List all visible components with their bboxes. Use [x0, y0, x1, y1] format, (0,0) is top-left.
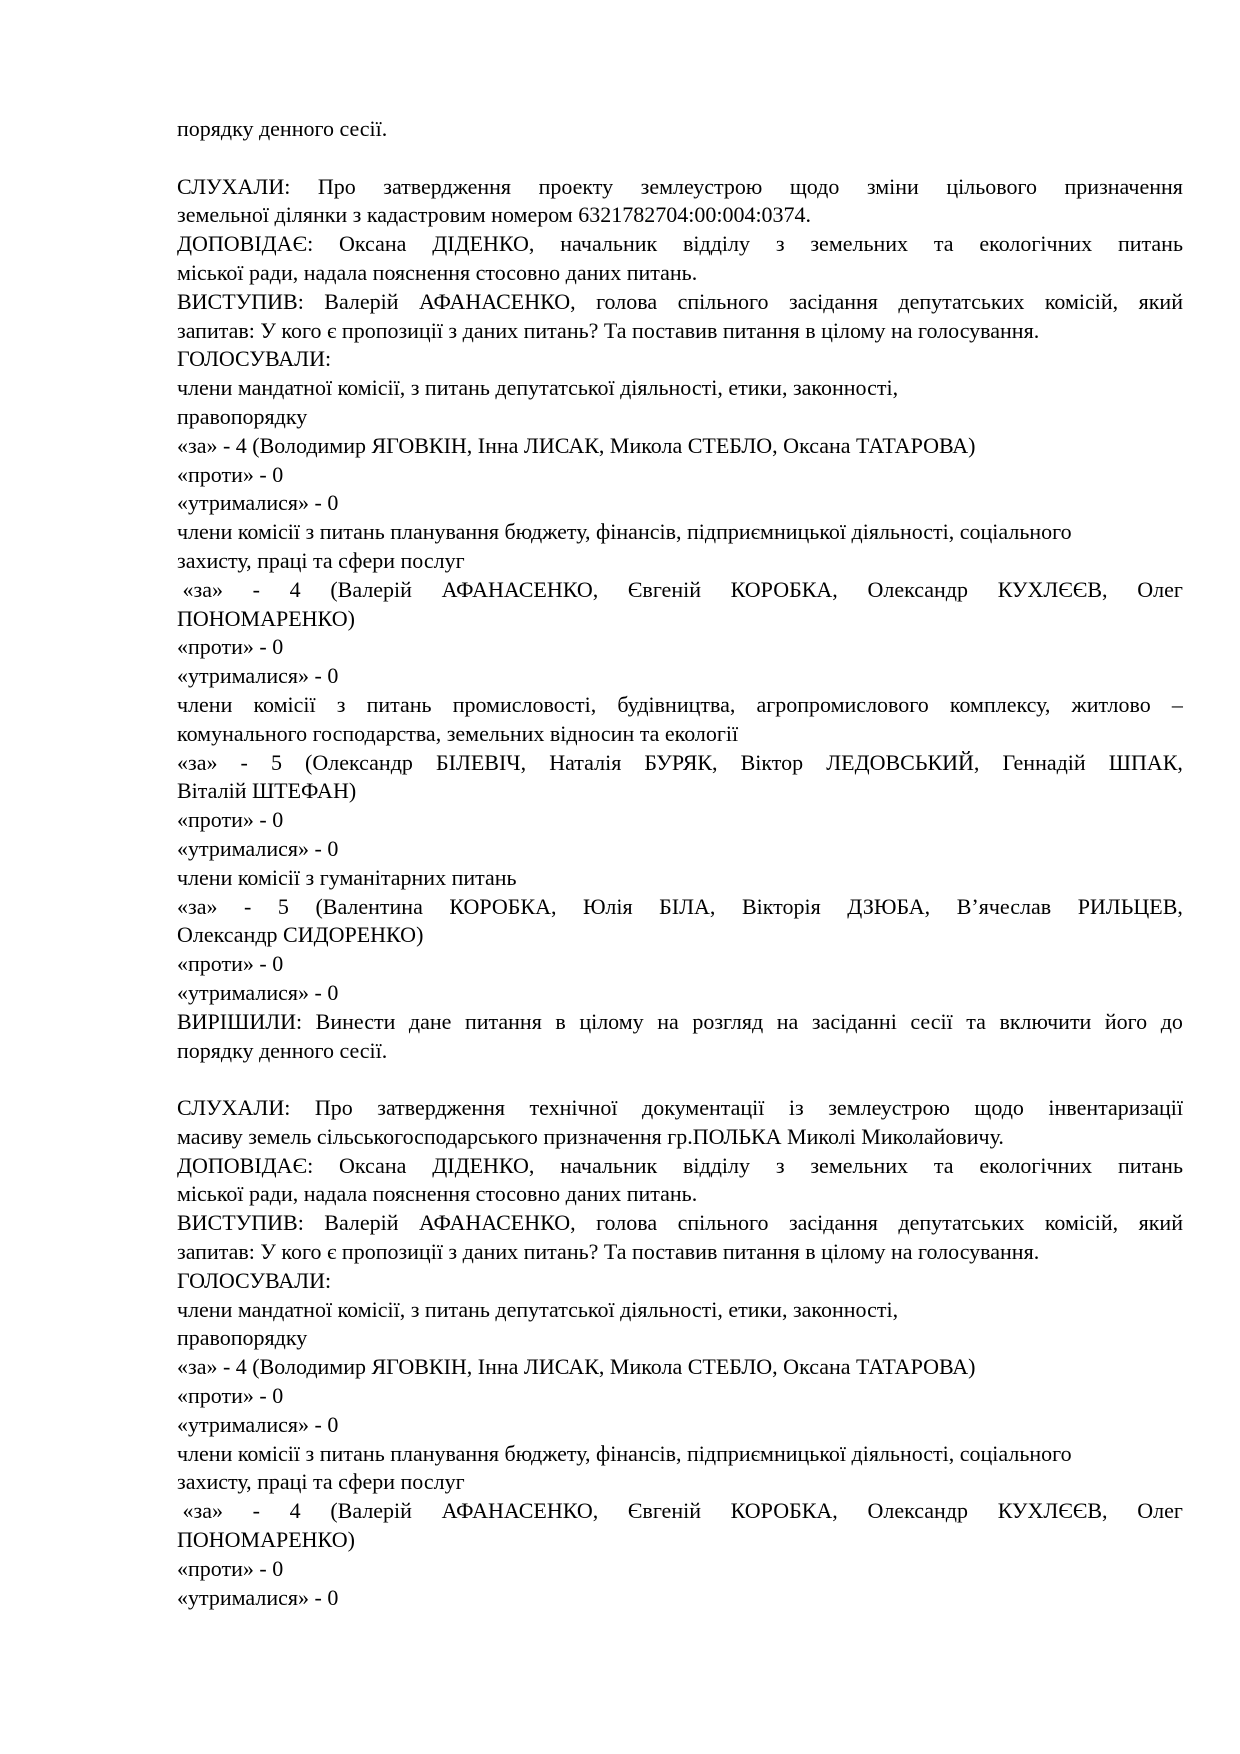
word: Винести — [315, 1008, 396, 1034]
word: АФАНАСЕНКО, — [441, 1498, 599, 1524]
word: Євгеній — [627, 1498, 701, 1524]
word: із — [788, 1095, 804, 1121]
word: Про — [314, 1095, 353, 1121]
text-line-justified — [177, 1497, 1183, 1526]
word: щодо — [789, 173, 840, 199]
word: (Валерій — [330, 1498, 412, 1524]
word: ВИРІШИЛИ: — [177, 1008, 303, 1034]
text-line: «утрималися» - 0 — [177, 835, 339, 861]
word: житлово — [1071, 691, 1151, 717]
word: Вікторія — [741, 893, 821, 919]
word: депутатських — [898, 288, 1025, 314]
word: Олег — [1137, 1498, 1183, 1524]
text-line: ГОЛОСУВАЛИ: — [177, 1267, 332, 1293]
text-line: правопорядку — [177, 403, 308, 429]
text-line: «проти» - 0 — [177, 1555, 284, 1581]
word: екологічних — [979, 1152, 1093, 1178]
word: Олександр — [867, 1498, 969, 1524]
text-line: міської ради, надала пояснення стосовно даних питань. — [177, 259, 698, 285]
document-page — [177, 115, 1183, 1612]
word: ДІДЕНКО, — [432, 1152, 535, 1178]
word: засідання — [788, 288, 878, 314]
word: будівництва, — [617, 691, 736, 717]
word: відділу — [683, 231, 750, 257]
word: – — [1171, 691, 1183, 717]
blank-line — [177, 1065, 1183, 1094]
text-line-justified — [177, 691, 1183, 720]
word: начальник — [560, 231, 658, 257]
word: «за» — [177, 893, 218, 919]
word: сесії — [910, 1008, 953, 1034]
word: КОРОБКА, — [449, 893, 557, 919]
word: АФАНАСЕНКО, — [441, 576, 599, 602]
word: - — [252, 1498, 260, 1524]
word: землеустрою — [828, 1095, 950, 1121]
word: Наталія — [549, 749, 622, 775]
text-line-justified — [177, 288, 1183, 317]
text-line: «проти» - 0 — [177, 1383, 284, 1409]
word: промисловості, — [452, 691, 597, 717]
word: проекту — [538, 173, 614, 199]
word: Олександр — [867, 576, 969, 602]
word: 4 — [289, 1498, 301, 1524]
word: екологічних — [979, 231, 1093, 257]
word: в — [555, 1008, 566, 1034]
text-line: правопорядку — [177, 1325, 308, 1351]
word: питань — [1117, 1152, 1183, 1178]
word: КОРОБКА, — [730, 576, 838, 602]
word: Юлія — [583, 893, 633, 919]
word: Оксана — [339, 1152, 407, 1178]
word: земельних — [810, 231, 909, 257]
text-line: члени мандатної комісії, з питань депутатської діяльності, етики, законності, — [177, 375, 899, 401]
word: технічної — [529, 1095, 618, 1121]
word: засідання — [788, 1210, 878, 1236]
text-line: «проти» - 0 — [177, 807, 284, 833]
text-line: запитав: У кого є пропозиції з даних питань? Та поставив питання в цілому на голосування. — [177, 317, 1040, 343]
word: (Валерій — [330, 576, 412, 602]
word: ДІДЕНКО, — [432, 231, 535, 257]
word: питань — [366, 691, 432, 717]
word: засіданні — [811, 1008, 897, 1034]
word: ДОПОВІДАЄ: — [177, 231, 314, 257]
text-line-justified — [177, 749, 1183, 778]
word: Оксана — [339, 231, 407, 257]
word: на — [657, 1008, 679, 1034]
text-line: порядку денного сесії. — [177, 116, 388, 141]
text-line: ПОНОМАРЕНКО) — [177, 605, 355, 631]
text-line-justified — [177, 576, 1183, 605]
text-line: запитав: У кого є пропозиції з даних питань? Та поставив питання в цілому на голосування. — [177, 1239, 1040, 1265]
word: дане — [408, 1008, 452, 1034]
word: СЛУХАЛИ: — [177, 173, 291, 199]
word: комісій, — [1044, 288, 1119, 314]
text-line: земельної ділянки з кадастровим номером 6321782704:00:004:0374. — [177, 202, 812, 228]
text-line-justified — [177, 1094, 1183, 1123]
word: Євгеній — [627, 576, 701, 602]
word: АФАНАСЕНКО, — [419, 1210, 576, 1236]
word: відділу — [683, 1152, 750, 1178]
word: Олег — [1137, 576, 1183, 602]
text-line-justified — [177, 1008, 1183, 1037]
word: та — [933, 231, 954, 257]
word: комплексу, — [949, 691, 1051, 717]
word: документації — [642, 1095, 765, 1121]
text-line: «утрималися» - 0 — [177, 663, 339, 689]
word: (Олександр — [305, 749, 413, 775]
word: земельних — [810, 1152, 909, 1178]
text-line: «утрималися» - 0 — [177, 979, 339, 1005]
word: комісії — [253, 691, 316, 717]
word: затвердження — [377, 1095, 506, 1121]
word: БІЛЕВІЧ, — [435, 749, 527, 775]
word: АФАНАСЕНКО, — [419, 288, 576, 314]
text-line: порядку денного сесії. — [177, 1037, 388, 1063]
text-line: захисту, праці та сфери послуг — [177, 1469, 465, 1495]
word: до — [1160, 1008, 1183, 1034]
text-line-justified — [177, 1152, 1183, 1181]
word: щодо — [974, 1095, 1024, 1121]
word: розгляд — [692, 1008, 764, 1034]
word: який — [1138, 1210, 1183, 1236]
word: зміни — [866, 173, 919, 199]
word: питання — [464, 1008, 542, 1034]
word: на — [776, 1008, 799, 1034]
word: (Валентина — [315, 893, 423, 919]
word: ВИСТУПИВ: — [177, 288, 304, 314]
blank-line — [177, 144, 1183, 173]
text-line-justified — [177, 173, 1183, 202]
word: Віктор — [740, 749, 804, 775]
word: КУХЛЄЄВ, — [997, 576, 1108, 602]
word: - — [252, 576, 260, 602]
word: 5 — [277, 893, 289, 919]
text-line-justified — [177, 230, 1183, 259]
text-line-justified — [177, 1209, 1183, 1238]
text-line: Олександр СИДОРЕНКО) — [177, 922, 424, 948]
word: ШПАК, — [1108, 749, 1183, 775]
word: спільного — [677, 288, 769, 314]
word: Валерій — [324, 288, 399, 314]
word: БІЛА, — [659, 893, 716, 919]
word: та — [933, 1152, 954, 1178]
text-line: «за» - 4 (Володимир ЯГОВКІН, Інна ЛИСАК, Микола СТЕБЛО, Оксана ТАТАРОВА) — [177, 432, 976, 458]
word: СЛУХАЛИ: — [177, 1095, 291, 1121]
word: з — [336, 691, 346, 717]
text-line: члени мандатної комісії, з питань депутатської діяльності, етики, законності, — [177, 1296, 899, 1322]
word: агропромислового — [756, 691, 929, 717]
text-line: ПОНОМАРЕНКО) — [177, 1527, 355, 1553]
text-line: «проти» - 0 — [177, 634, 284, 660]
word: Про — [317, 173, 356, 199]
word: затвердження — [383, 173, 512, 199]
word: 5 — [270, 749, 282, 775]
text-line: члени комісії з питань планування бюджету, фінансів, підприємницької діяльності, соціального — [177, 1440, 1072, 1466]
word: - — [240, 749, 248, 775]
text-line: «утрималися» - 0 — [177, 1411, 339, 1437]
word: голова — [596, 1210, 658, 1236]
word: з — [775, 1152, 785, 1178]
text-line: комунального господарства, земельних відносин та екології — [177, 720, 739, 746]
text-line: Віталій ШТЕФАН) — [177, 778, 357, 804]
word: «за» — [177, 1498, 223, 1524]
word: та — [966, 1008, 986, 1034]
word: призначення — [1064, 173, 1183, 199]
word: включити — [999, 1008, 1092, 1034]
text-line-justified — [177, 893, 1183, 922]
word: Валерій — [324, 1210, 399, 1236]
word: спільного — [677, 1210, 769, 1236]
word: з — [775, 231, 785, 257]
word: начальник — [560, 1152, 658, 1178]
word: члени — [177, 691, 233, 717]
word: «за» — [177, 749, 218, 775]
word: депутатських — [898, 1210, 1025, 1236]
word: КУХЛЄЄВ, — [997, 1498, 1108, 1524]
text-line: захисту, праці та сфери послуг — [177, 547, 465, 573]
word: його — [1104, 1008, 1148, 1034]
word: БУРЯК, — [644, 749, 718, 775]
text-line: «утрималися» - 0 — [177, 1584, 339, 1610]
word: цільового — [946, 173, 1037, 199]
word: питань — [1117, 231, 1183, 257]
word: ЛЕДОВСЬКИЙ, — [826, 749, 980, 775]
text-line: міської ради, надала пояснення стосовно даних питань. — [177, 1181, 698, 1207]
word: який — [1138, 288, 1183, 314]
word: інвентаризації — [1048, 1095, 1183, 1121]
word: «за» — [177, 576, 223, 602]
word: В’ячеслав — [956, 893, 1052, 919]
text-line: члени комісії з гуманітарних питань — [177, 864, 517, 890]
word: Геннадій — [1002, 749, 1086, 775]
word: ДЗЮБА, — [847, 893, 931, 919]
text-line: «проти» - 0 — [177, 951, 284, 977]
word: голова — [596, 288, 658, 314]
text-line: «утрималися» - 0 — [177, 490, 339, 516]
text-line: «за» - 4 (Володимир ЯГОВКІН, Інна ЛИСАК, Микола СТЕБЛО, Оксана ТАТАРОВА) — [177, 1354, 976, 1380]
text-line: члени комісії з питань планування бюджету, фінансів, підприємницької діяльності, соціального — [177, 519, 1072, 545]
word: ДОПОВІДАЄ: — [177, 1152, 314, 1178]
word: РИЛЬЦЕВ, — [1077, 893, 1183, 919]
word: 4 — [289, 576, 301, 602]
word: КОРОБКА, — [730, 1498, 838, 1524]
word: комісій, — [1044, 1210, 1119, 1236]
word: - — [244, 893, 252, 919]
word: цілому — [579, 1008, 644, 1034]
text-line: ГОЛОСУВАЛИ: — [177, 346, 332, 372]
text-line: «проти» - 0 — [177, 461, 284, 487]
word: землеустрою — [640, 173, 763, 199]
text-line: масиву земель сільськогосподарського призначення гр.ПОЛЬКА Миколі Миколайовичу. — [177, 1123, 1004, 1149]
word: ВИСТУПИВ: — [177, 1210, 304, 1236]
